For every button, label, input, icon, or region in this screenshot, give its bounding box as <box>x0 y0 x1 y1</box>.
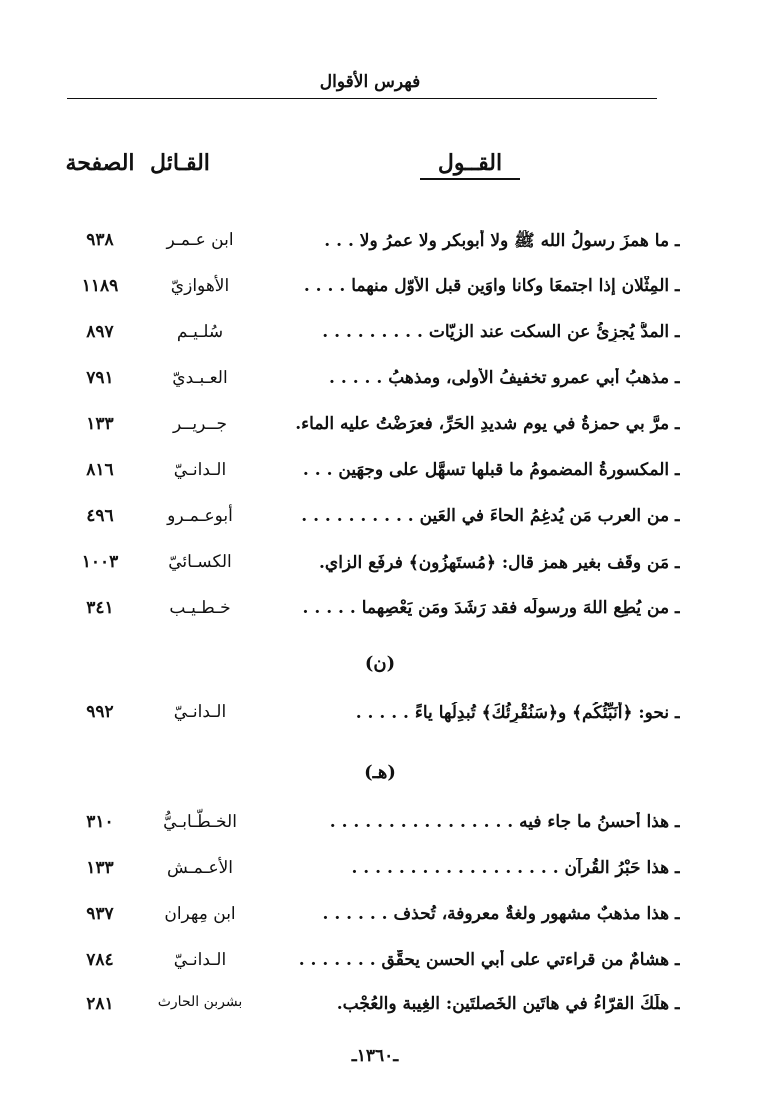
entry-saying: ـ هذا حَبْرُ القُرآن . . . . . . . . . . . . . . . . . . <box>351 858 680 878</box>
index-entry <box>60 598 680 628</box>
index-entry <box>60 904 680 934</box>
index-entry <box>60 994 680 1024</box>
entry-speaker: جــريــر <box>173 414 227 434</box>
entry-speaker: الكسـائيّ <box>168 552 232 572</box>
entry-saying: ـ هذا مذهبٌ مشهور ولغةٌ معروفة، تُحذف . . . . . . <box>322 904 680 924</box>
entry-saying: ـ مذهبُ أبي عمرو تخفيفُ الأُولى، ومذهبُ . . . . . <box>329 368 680 388</box>
index-entry <box>60 858 680 888</box>
entry-page: ١٣٣ <box>86 414 114 434</box>
section-heading-nun: (ن) <box>364 653 396 674</box>
entry-page: ٣١٠ <box>86 812 114 832</box>
entry-speaker: أبوعـمـرو <box>167 506 233 526</box>
entry-saying: ـ هذا أحسنُ ما جاء فيه . . . . . . . . . . . . . . . . <box>329 812 680 832</box>
entry-saying: ـ هشامٌ من قراءتي على أبي الحسن يحقِّق . . . . . . . <box>298 950 680 970</box>
index-entry <box>60 368 680 398</box>
entry-speaker: العـبـديّ <box>172 368 228 388</box>
entry-speaker: بشربن الحارث <box>157 994 243 1010</box>
entry-page: ٣٤١ <box>86 598 114 618</box>
index-entry <box>60 702 680 732</box>
entry-saying: ـ من يُطِعِ اللهَ ورسولَه فقد رَشَدَ ومَن يَعْصِهما . . . . . <box>302 598 680 618</box>
entry-page: ٩٣٧ <box>86 904 114 924</box>
index-entry <box>60 322 680 352</box>
entry-page: ٧٩١ <box>86 368 114 388</box>
entry-saying: ـ هلَكَ القرّاءُ في هاتَين الخَصلتَين: الغِيبة والعُجْب. <box>336 994 680 1014</box>
index-entry <box>60 460 680 490</box>
index-entry <box>60 506 680 536</box>
column-header-page: الصفحة <box>65 150 135 176</box>
entry-speaker: الـدانـيّ <box>173 702 227 722</box>
entry-page: ٢٨١ <box>86 994 114 1014</box>
entry-speaker: الخـطّـابـيُّ <box>163 812 237 832</box>
entry-saying: ـ ما همزَ رسولُ الله ﷺ ولا أبوبكر ولا عمرُ ولا . . . <box>324 231 680 251</box>
entry-page: ٩٣٨ <box>86 230 114 250</box>
entry-saying: ـ من العرب مَن يُدغِمُ الحاءَ في العَين . . . . . . . . . . <box>301 506 680 526</box>
entry-page: ٩٩٢ <box>86 702 114 722</box>
section-heading-ha: (هـ) <box>364 762 396 783</box>
entry-page: ٨١٦ <box>86 460 114 480</box>
entry-saying: ـ المكسورةُ المضمومُ ما قبلها تسهَّل على وجهَين . . . <box>302 460 680 480</box>
entry-saying: ـ مرَّ بي حمزةُ في يوم شديدِ الحَرِّ، فعرَضْتُ عليه الماء. <box>295 414 680 434</box>
entry-page: ٨٩٧ <box>86 322 114 342</box>
entry-page: ٧٨٤ <box>86 950 114 970</box>
entry-saying: ـ نحو: ﴿أُنَبِّئُكُم﴾ و﴿سَنُقْرِئُكَ﴾ تُبدِلُها ياءً . . . . . <box>355 703 680 723</box>
entry-page: ١٠٠٣ <box>81 552 119 572</box>
index-entry <box>60 414 680 444</box>
entry-saying: ـ المدُّ يُجزِئُ عن السكت عند الزيّات . . . . . . . . . <box>322 322 680 342</box>
index-entry <box>60 552 680 582</box>
running-title: فهرس الأقوال <box>319 72 421 92</box>
entry-saying: ـ المِثْلان إذا اجتمعَا وكانا واوَين قبل الأوّل منهما . . . . <box>303 276 680 296</box>
column-header-speaker: القـائل <box>150 150 210 176</box>
column-header-saying: القــول <box>420 150 520 180</box>
index-entry <box>60 812 680 842</box>
index-entry <box>60 950 680 980</box>
entry-speaker: ابن مِهران <box>164 904 236 924</box>
entry-speaker: سُلـيـم <box>176 322 224 342</box>
entry-speaker: الـدانـيّ <box>173 460 227 480</box>
entry-page: ١١٨٩ <box>81 276 119 296</box>
entry-speaker: الأعـمـش <box>166 858 234 878</box>
header-rule <box>67 98 657 99</box>
entry-saying: ـ مَن وقَف بغير همز قال: ﴿مُستَهزُون﴾ فرفَع الزاي. <box>318 553 680 573</box>
entry-page: ١٣٣ <box>86 858 114 878</box>
page-number: ـ١٣٦٠ـ <box>351 1046 399 1066</box>
entry-page: ٤٩٦ <box>86 506 114 526</box>
index-entry <box>60 230 680 260</box>
entry-speaker: خـطـيـب <box>169 598 231 618</box>
index-entry <box>60 276 680 306</box>
entry-speaker: الأهوازيّ <box>170 276 230 296</box>
entry-speaker: الـدانـيّ <box>173 950 227 970</box>
entry-speaker: ابن عـمـر <box>166 230 234 250</box>
